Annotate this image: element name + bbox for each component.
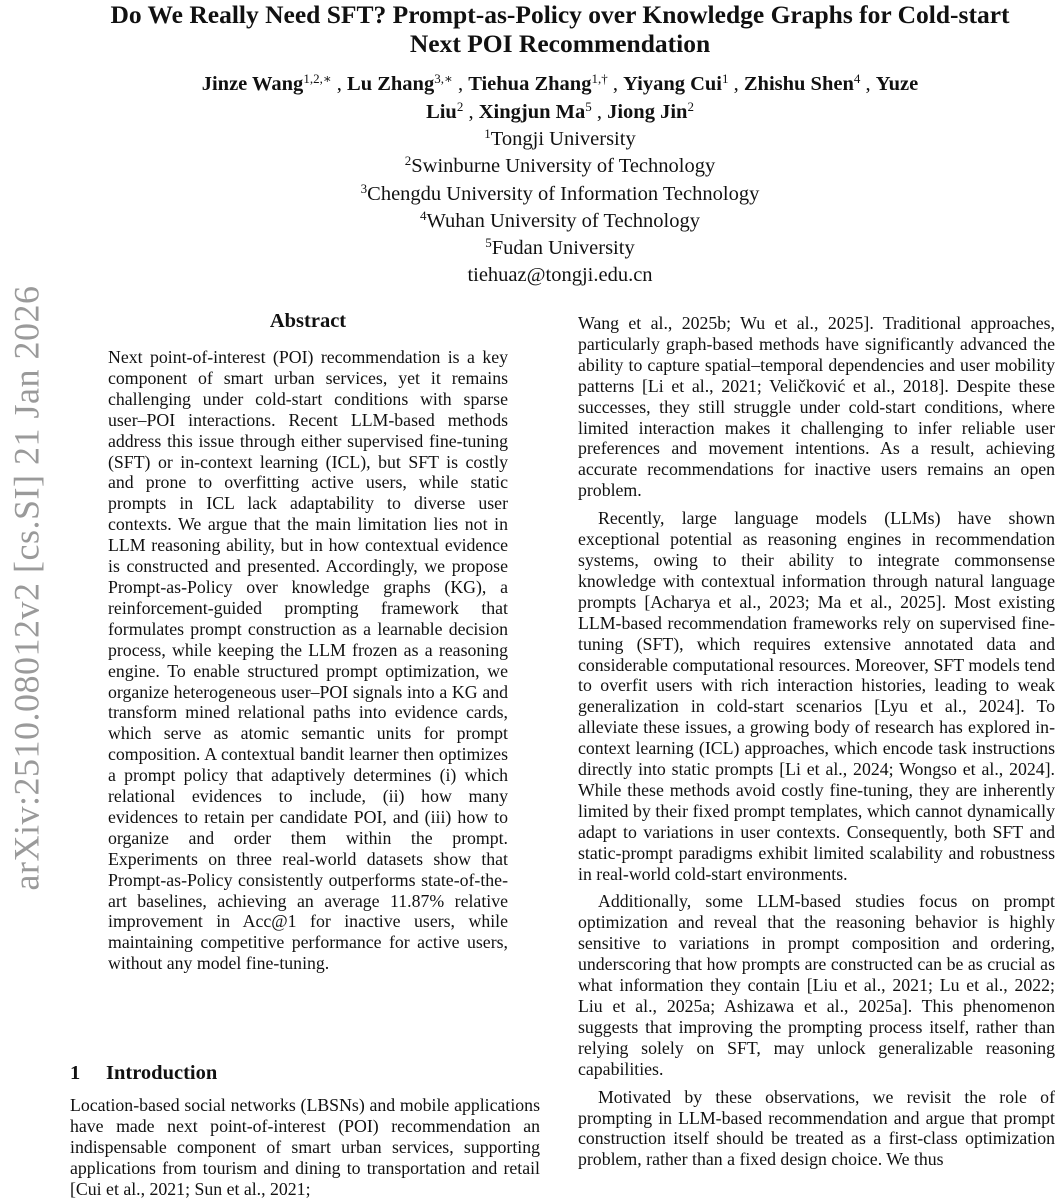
- author-name: Zhishu Shen: [743, 73, 854, 95]
- intro-paragraph-1-start: Location-based social networks (LBSNs) and mobile applications have made next point-of-interest (POI) recommendation an indispensable component of smart urban services, supporting applications from tourism and dining to transportation and retail [Cui et al., 2021; Sun et al., 2021;: [70, 1095, 540, 1199]
- intro-paragraph-3: Additionally, some LLM-based studies focus on prompt optimization and reveal that the reasoning behavior is highly sensitive to variations in prompt composition and ordering, underscoring that how prompts are constructed can be as crucial as what information they contain [Liu et al., 2021; Lu et al., 2022; Liu et al., 2025a; Ashizawa et al., 2025a]. This phenomenon suggests that improving the prompting process itself, rather than relying solely on SFT, may unlock generalizable reasoning capabilities.: [578, 891, 1055, 1079]
- author-sup: 1,†: [591, 71, 608, 86]
- affiliation-name: Wuhan University of Technology: [426, 209, 700, 232]
- author-name: Tiehua Zhang: [468, 73, 592, 95]
- intro-paragraph-2: Recently, large language models (LLMs) have shown exceptional potential as reasoning engines in recommendation systems, owing to their ability to integrate commonsense knowledge with contextual information through natural language prompts [Acharya et al., 2023; Ma et al., 2025]. Most existing LLM-based recommendation frameworks rely on supervised fine-tuning (SFT), which requires extensive annotated data and considerable computational resources. Moreover, SFT models tend to overfit users with rich interaction histories, leading to weak generalization in cold-start scenarios [Lyu et al., 2024]. To alleviate these issues, a growing body of research has explored in-context learning (ICL) approaches, which encode task instructions directly into static prompts [Li et al., 2024; Wongso et al., 2024]. While these methods avoid costly fine-tuning, they are inherently limited by their fixed prompt templates, which cannot dynamically adapt to variations in user contexts. Consequently, both SFT and static-prompt paradigms exhibit limited scalability and robustness in real-world cold-start environments.: [578, 508, 1055, 884]
- title-line-1: Do We Really Need SFT? Prompt-as-Policy over Knowledge Graphs for Cold-start: [110, 0, 1010, 29]
- author-name: Lu Zhang: [347, 73, 435, 95]
- affiliation-name: Swinburne University of Technology: [411, 155, 716, 178]
- author-sup: 3,∗: [434, 71, 453, 86]
- author-name-part: Yuze: [875, 73, 919, 95]
- abstract-body: [108, 347, 508, 974]
- author-list: [60, 70, 1055, 126]
- introduction-left-column: [70, 1095, 540, 1200]
- affiliation: [60, 126, 1055, 153]
- contact-email[interactable]: tiehuaz@tongji.edu.cn: [467, 264, 653, 287]
- author-sup: 1: [722, 71, 729, 86]
- affiliation-sup: 5: [485, 235, 492, 251]
- abstract-text: Next point-of-interest (POI) recommendation is a key component of smart urban services, yet it remains challenging under cold-start conditions with sparse user–POI interactions. Recent LLM-based methods address this issue through either supervised fine-tuning (SFT) or in-context learning (ICL), but SFT is costly and prone to overfitting active users, while static prompts in ICL lack adaptability to diverse user contexts. We argue that the main limitation lies not in LLM reasoning ability, but in how contextual evidence is constructed and presented. Accordingly, we propose Prompt-as-Policy over knowledge graphs (KG), a reinforcement-guided prompting framework that formulates prompt construction as a learnable decision process, while keeping the LLM frozen as a reasoning engine. To enable structured prompt optimization, we organize heterogeneous user–POI signals into a KG and transform mined relational paths into evidence cards, which serve as atomic semantic units for prompt composition. A contextual bandit learner then optimizes a prompt policy that adaptively determines (i) which relational evidences to include, (ii) how many evidences to retain per candidate POI, and (iii) how to organize and order them within the prompt. Experiments on three real-world datasets show that Prompt-as-Policy consistently outperforms state-of-the-art baselines, achieving an average 11.87% relative improvement in Acc@1 for inactive users, while maintaining competitive performance for active users, without any model fine-tuning.: [108, 347, 508, 974]
- section-heading-introduction: [70, 1062, 540, 1085]
- title-line-2: Next POI Recommendation: [409, 29, 711, 58]
- intro-paragraph-4: Motivated by these observations, we revisit the role of prompting in LLM-based recommendation and argue that prompt construction itself should be treated as a first-class optimization problem, rather than a fixed design choice. We thus: [578, 1086, 1055, 1170]
- affiliation-sup: 1: [484, 126, 491, 141]
- author-name: Yiyang Cui: [623, 73, 722, 95]
- author-name-part: Liu: [426, 101, 457, 123]
- author-sup: 2: [456, 99, 464, 114]
- author-name: Xingjun Ma: [478, 101, 586, 123]
- author-name: Jiong Jin: [607, 101, 688, 123]
- affiliation-name: Tongji University: [490, 128, 636, 150]
- affiliation-name: Chengdu University of Information Technology: [367, 182, 760, 205]
- affiliations: [60, 126, 1055, 290]
- author-name: Jinze Wang: [201, 73, 304, 95]
- affiliation-sup: 4: [420, 207, 427, 223]
- abstract-heading: Abstract: [269, 310, 347, 332]
- arxiv-stamp: [0, 258, 52, 918]
- section-title: Introduction: [106, 1062, 218, 1084]
- author-sup: 2: [687, 99, 694, 114]
- author-sup: 4: [853, 71, 861, 86]
- section-number: 1: [70, 1062, 81, 1084]
- affiliation: [60, 208, 1055, 235]
- affiliation: [60, 181, 1055, 208]
- affiliation-sup: 2: [404, 153, 412, 169]
- author-sup: 5: [585, 99, 592, 114]
- affiliation-name: Fudan University: [491, 237, 635, 260]
- author-sup: 1,2,∗: [303, 71, 332, 86]
- author-line-2: Liu$^2$ , Xingjun Ma$^5$ , Jiong Jin$^2$: [426, 99, 694, 123]
- affiliation: [60, 153, 1055, 180]
- intro-paragraph-1-continued: Wang et al., 2025b; Wu et al., 2025]. Traditional approaches, particularly graph-based methods have significantly advanced the ability to capture spatial–temporal dependencies and user mobility patterns [Li et al., 2021; Veličković et al., 2018]. Despite these successes, they still struggle under cold-start conditions, where limited interaction makes it challenging to infer reliable user preferences and movement intentions. As a result, achieving accurate recommendations for inactive users remains an open problem.: [578, 313, 1055, 501]
- right-column: [578, 313, 1055, 1177]
- affiliation-sup: 3: [360, 180, 368, 196]
- arxiv-id: arXiv:2510.08012v2 [cs.SI] 21 Jan 2026: [6, 285, 46, 891]
- affiliation: [60, 235, 1055, 262]
- paper-title: [60, 0, 1055, 58]
- author-line-1: Jinze Wang$^{1,2,∗}$ , Lu Zhang$^{3,∗}$ , Tiehua Zhang$^{1,\dagger}$ , Yiyang Cui$^1$ , Zhishu Shen$^4$ , Yuze: [201, 71, 919, 95]
